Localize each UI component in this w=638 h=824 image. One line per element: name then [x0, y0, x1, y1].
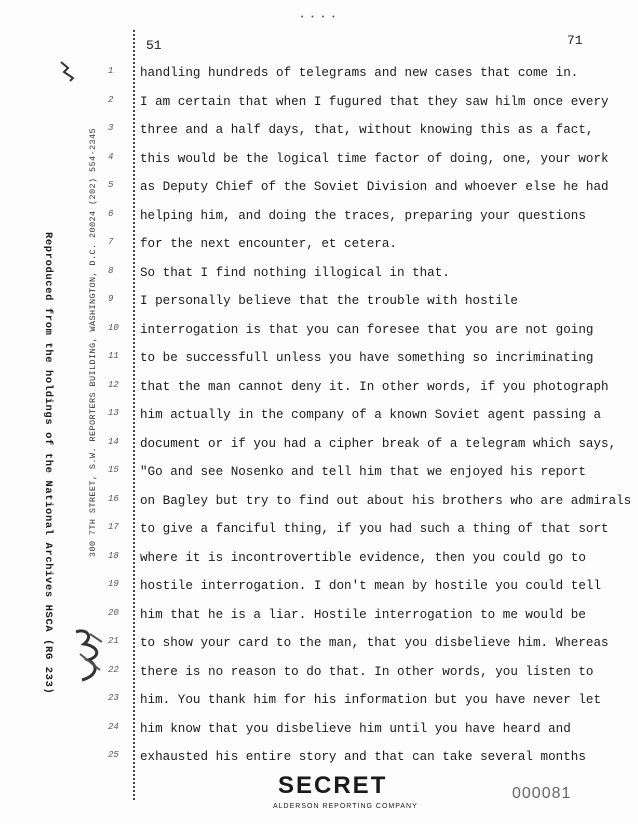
transcript-line: I personally believe that the trouble with hostile [140, 294, 518, 308]
line-number: 20 [108, 607, 119, 618]
line-number: 4 [108, 151, 114, 162]
transcript-line: him that he is a liar. Hostile interrogation to me would be [140, 607, 586, 622]
transcript-line: as Deputy Chief of the Soviet Division and whoever else he had [140, 180, 609, 194]
archive-reproduction-text: Reproduced from the holdings of the National Archives HSCA (RG 233) [42, 232, 54, 695]
stamp-mark [72, 626, 108, 686]
page-number-left: 51 [146, 38, 162, 53]
transcript-line: him actually in the company of a known Soviet agent passing a [140, 408, 602, 422]
transcript-line: that the man cannot deny it. In other words, if you photograph [140, 379, 609, 394]
line-number: 5 [108, 180, 114, 190]
transcript-line: "Go and see Nosenko and tell him that we enjoyed his report [140, 465, 586, 479]
line-number: 25 [108, 750, 119, 760]
top-mark: • • • • [300, 14, 337, 22]
line-number: 16 [108, 493, 119, 504]
line-number: 6 [108, 208, 114, 219]
transcript-line: document or if you had a cipher break of a telegram which says, [140, 436, 617, 451]
transcript-line: to be successfull unless you have something so incriminating [140, 351, 594, 365]
line-number: 18 [108, 550, 119, 561]
line-number: 13 [108, 408, 119, 418]
transcript-line: on Bagley but try to find out about his brothers who are admirals [140, 493, 632, 508]
line-number: 9 [108, 294, 114, 304]
transcript-line: three and a half days, that, without knowing this as a fact, [140, 123, 594, 137]
line-number: 12 [108, 379, 119, 390]
line-number: 22 [108, 664, 119, 675]
document-number: 000081 [512, 785, 572, 802]
line-number: 14 [108, 436, 119, 447]
transcript-line: helping him, and doing the traces, preparing your questions [140, 208, 586, 223]
classification-stamp: SECRET [278, 772, 388, 799]
transcript-line: where it is incontrovertible evidence, then you could go to [140, 550, 586, 565]
transcript-line: interrogation is that you can foresee that you are not going [140, 322, 594, 337]
transcript-line: there is no reason to do that. In other words, you listen to [140, 664, 594, 679]
line-number: 15 [108, 465, 119, 475]
page-number-right: 71 [567, 33, 583, 48]
reporter-address [88, 128, 102, 648]
line-number: 8 [108, 265, 114, 276]
line-number: 3 [108, 123, 114, 133]
line-number: 1 [108, 66, 114, 76]
reporter-address-text: 300 7TH STREET, S.W. REPORTERS BUILDING, WASHINGTON, D.C. 20024 (202) 554-2345 [88, 128, 98, 558]
transcript-line: hostile interrogation. I don't mean by hostile you could tell [140, 579, 602, 593]
line-number: 7 [108, 237, 114, 247]
line-number: 19 [108, 579, 119, 589]
archive-reproduction-notice [42, 232, 56, 712]
margin-rule [133, 30, 135, 800]
line-number: 21 [108, 636, 119, 646]
reporting-company: ALDERSON REPORTING COMPANY [273, 803, 418, 810]
transcript-line: handling hundreds of telegrams and new cases that come in. [140, 66, 579, 80]
transcript-line: to give a fanciful thing, if you had such a thing of that sort [140, 522, 609, 536]
transcript-line: So that I find nothing illogical in that. [140, 265, 450, 280]
transcript-line: for the next encounter, et cetera. [140, 237, 397, 251]
transcript-line: exhausted his entire story and that can take several months [140, 750, 586, 764]
line-number: 23 [108, 693, 119, 703]
transcript-line: him. You thank him for his information but you have never let [140, 693, 602, 707]
transcript-line: to show your card to the man, that you disbelieve him. Whereas [140, 636, 609, 650]
transcript-line: this would be the logical time factor of doing, one, your work [140, 151, 609, 166]
line-number: 17 [108, 522, 119, 532]
line-number: 11 [108, 351, 119, 361]
line-number: 24 [108, 721, 119, 732]
line-number: 2 [108, 94, 114, 105]
line-number: 10 [108, 322, 119, 333]
transcript-line: him know that you disbelieve him until you have heard and [140, 721, 571, 736]
handwritten-mark [58, 58, 80, 84]
transcript-line: I am certain that when I fugured that they saw hilm once every [140, 94, 609, 109]
